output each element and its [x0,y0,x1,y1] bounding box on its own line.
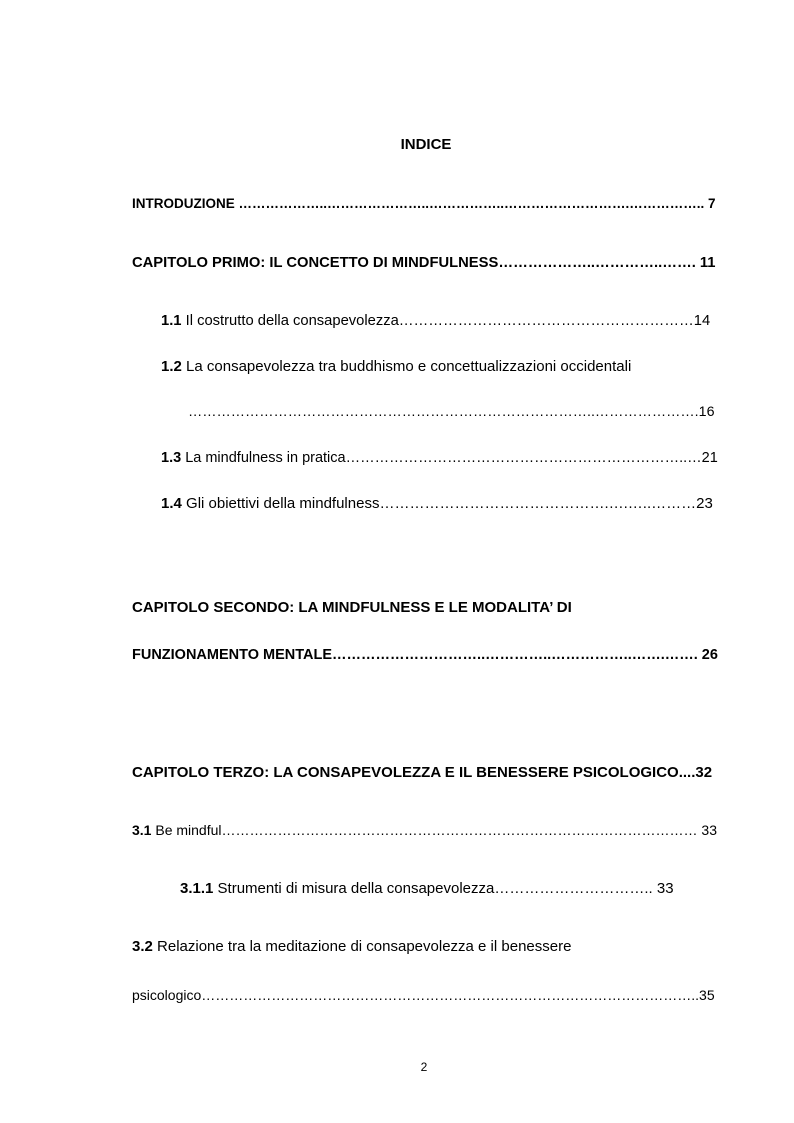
toc-leader-dots: …………………………………………………………………………..…………………. [188,404,699,420]
toc-entry-1-4[interactable] [161,494,713,514]
toc-leader-dots: ……………………………………………………………..… [345,450,702,466]
toc-leader-dots: …………………………………………………………………………………………….. [201,987,700,1003]
toc-section-number: 3.1 [132,822,152,838]
toc-page-number: 33 [652,880,674,897]
toc-entry-introduzione[interactable] [132,194,716,214]
toc-section-number: 1.4 [161,495,182,512]
toc-entry-capitolo-terzo[interactable] [132,763,712,783]
toc-leader-dots: ………………..…………………..……………..……………………….…………….. [234,196,705,211]
toc-leader-dots: ………………………….. [494,880,653,897]
toc-entry-1-1[interactable] [161,311,710,331]
toc-entry-1-2-continuation[interactable] [188,402,715,422]
toc-entry-text: psicologico [132,987,202,1003]
toc-entry-capitolo-secondo-continuation[interactable] [132,645,718,665]
toc-entry-capitolo-primo[interactable] [132,253,716,273]
toc-entry-text: Relazione tra la meditazione di consapevolezza e il benessere [152,938,572,955]
toc-leader-dots: ……………………………………….….…..……… [379,495,697,512]
toc-leader-dots: …………………………..…………..……………..…….……. [332,647,698,663]
toc-entry-text: CAPITOLO SECONDO: LA MINDFULNESS E LE MODALITA’ DI [132,599,572,616]
toc-section-number: 1.2 [161,358,182,375]
page-number: 2 [420,1060,428,1074]
page-title: INDICE [400,136,452,153]
toc-entry-text: Gli obiettivi della mindfulness [181,495,380,512]
toc-entry-text: FUNZIONAMENTO MENTALE [132,647,333,663]
toc-entry-3-1[interactable] [132,820,717,840]
toc-entry-3-2[interactable] [132,937,571,957]
toc-page-number: 11 [695,255,716,271]
toc-entry-1-3[interactable] [161,448,718,468]
toc-page-number: 32 [695,764,713,781]
toc-entry-text: CAPITOLO TERZO: LA CONSAPEVOLEZZA E IL BENESSERE PSICOLOGICO [132,764,679,781]
toc-entry-capitolo-secondo[interactable] [132,598,572,618]
toc-entry-text: INTRODUZIONE [132,196,235,211]
toc-entry-text: La mindfulness in pratica [181,450,346,466]
toc-leader-dots: ………………..…………..……. [498,255,696,271]
toc-entry-text: Strumenti di misura della consapevolezza [213,880,495,897]
toc-page-number: 23 [696,495,713,512]
toc-page-number: 14 [693,313,711,329]
toc-page-number: 33 [697,822,717,838]
toc-section-number: 3.1.1 [180,880,214,897]
toc-entry-text: Be mindful [151,822,222,838]
toc-entry-text: Il costrutto della consapevolezza [181,313,399,329]
toc-section-number: 1.1 [161,313,182,329]
toc-leader-dots: .... [678,764,696,781]
toc-leader-dots: ………………………………………………………………………………………… [221,822,698,838]
toc-leader-dots: …………………………………………………… [398,313,694,329]
toc-section-number: 3.2 [132,938,153,955]
toc-page-number: 21 [701,450,718,466]
toc-entry-1-2[interactable] [161,357,631,377]
toc-entry-text: CAPITOLO PRIMO: IL CONCETTO DI MINDFULNESS [132,255,499,271]
toc-entry-text: La consapevolezza tra buddhismo e concettualizzazioni occidentali [181,358,632,375]
toc-page-number: 7 [704,196,716,211]
toc-entry-3-1-1[interactable] [180,879,674,899]
toc-page-number: 26 [697,647,718,663]
toc-page-number: 16 [698,404,715,420]
toc-section-number: 1.3 [161,450,182,466]
toc-entry-3-2-continuation[interactable] [132,985,715,1005]
toc-page-number: 35 [699,987,715,1003]
